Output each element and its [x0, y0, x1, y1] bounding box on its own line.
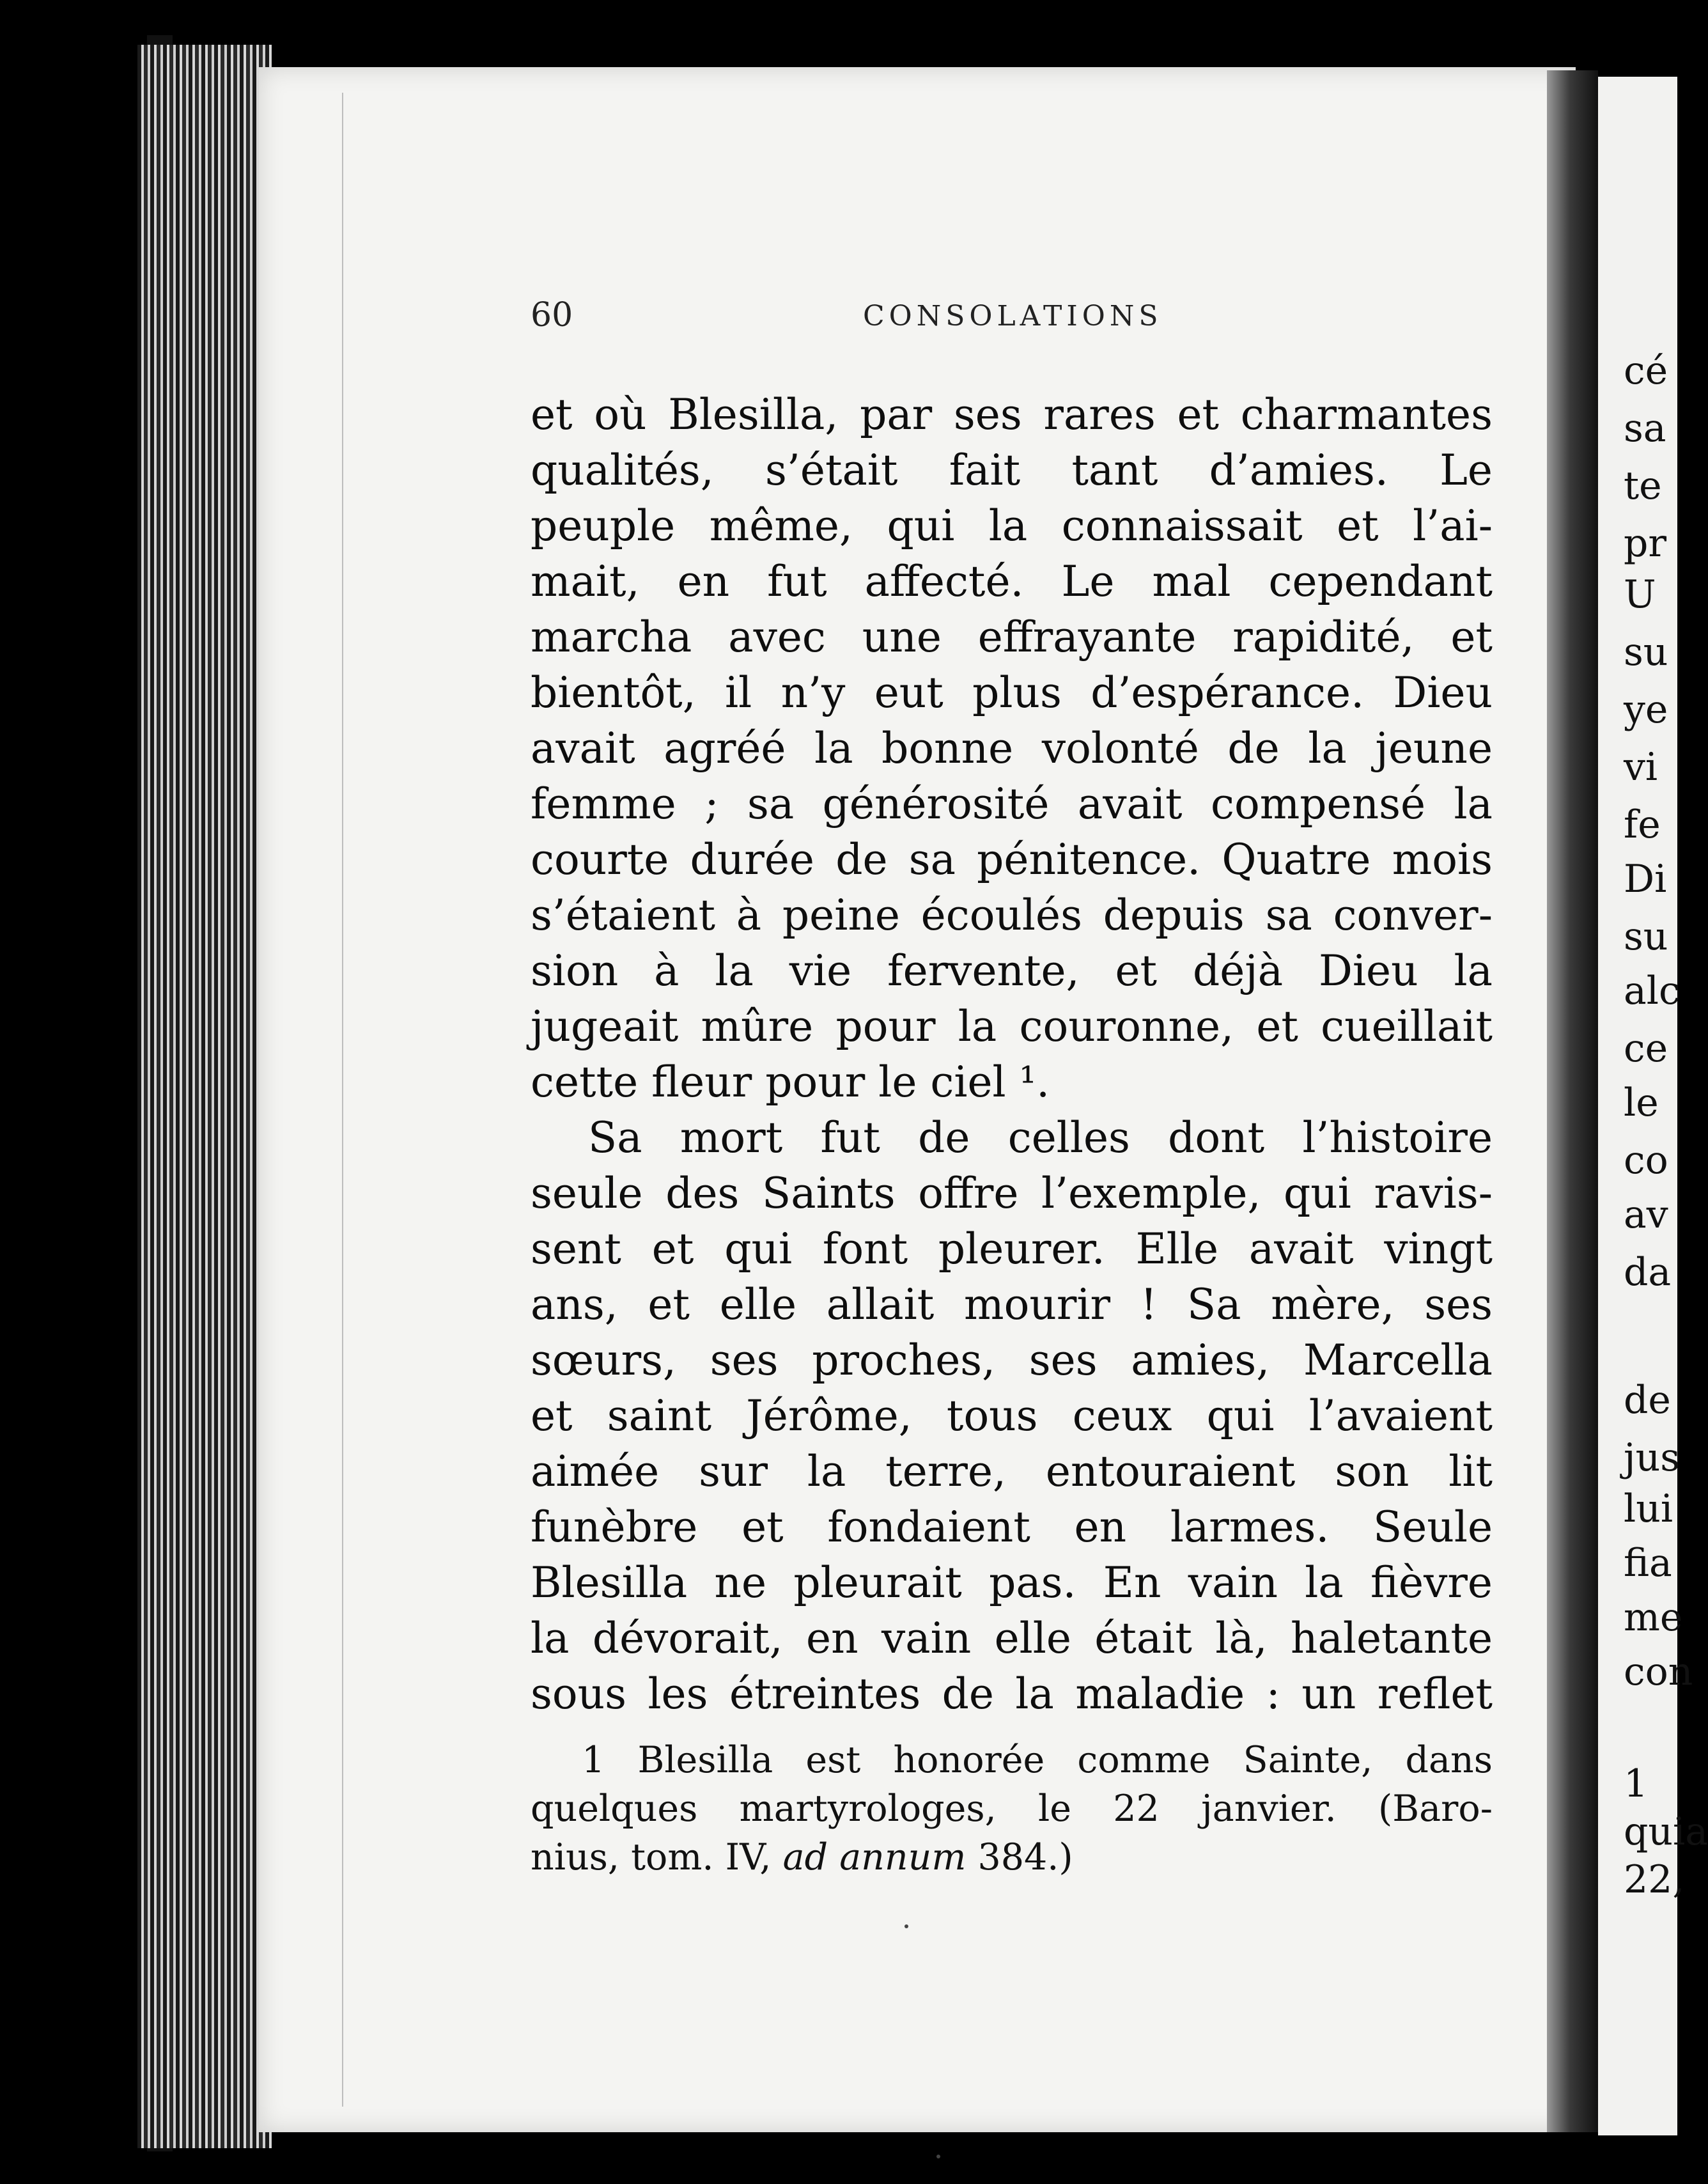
text-line: la dévorait, en vain elle était là, haletante [531, 1614, 1493, 1663]
facing-page-fragment: quia [1624, 1809, 1708, 1854]
facing-page-fragment: da [1624, 1250, 1672, 1295]
text-line: Blesilla ne pleurait pas. En vain la fièvre [531, 1558, 1493, 1607]
text-line: qualités, s’était fait tant d’amies. Le [531, 446, 1493, 495]
facing-page-fragment: 1 [1624, 1761, 1649, 1806]
body-text [531, 387, 1493, 1722]
facing-page [1598, 77, 1708, 2135]
text-line: femme ; sa générosité avait compensé la [531, 779, 1493, 829]
footnote [531, 1736, 1493, 1882]
footnote-line [531, 1833, 1493, 1882]
facing-page-fragment: lui [1624, 1486, 1673, 1531]
stacked-page-edges [137, 45, 272, 2148]
page-number: 60 [531, 296, 573, 334]
text-line: jugeait mûre pour la couronne, et cueillait [531, 1002, 1493, 1051]
facing-page-fragment: Di [1624, 857, 1667, 901]
text-line: aimée sur la terre, entouraient son lit [531, 1447, 1493, 1496]
footnote-line: 1 Blesilla est honorée comme Sainte, dans [582, 1739, 1493, 1781]
footnote-text: 384.) [966, 1836, 1073, 1878]
facing-page-fragment: ye [1624, 687, 1668, 732]
text-line: mait, en fut affecté. Le mal cependant [531, 557, 1493, 606]
text-line: bientôt, il n’y eut plus d’espérance. Dieu [531, 668, 1493, 717]
text-line: Sa mort fut de celles dont l’histoire [588, 1113, 1493, 1162]
facing-page-fragment: te [1624, 464, 1662, 508]
facing-page-fragment: U [1624, 572, 1656, 617]
text-line: et où Blesilla, par ses rares et charmantes [531, 390, 1493, 439]
facing-page-fragment: su [1624, 914, 1668, 959]
text-line: courte durée de sa pénitence. Quatre mois [531, 835, 1493, 884]
facing-page-fragment: co [1624, 1138, 1668, 1183]
facing-page-fragment: con [1624, 1650, 1693, 1694]
facing-page-fragment: su [1624, 630, 1668, 675]
text-line: s’étaient à peine écoulés depuis sa conver- [531, 891, 1493, 940]
facing-page-fragment: ce [1624, 1026, 1668, 1071]
footnote-line: quelques martyrologes, le 22 janvier. (Baro- [531, 1788, 1493, 1830]
book-gutter [1547, 70, 1598, 2132]
text-line: sent et qui font pleurer. Elle avait vingt [531, 1224, 1493, 1274]
facing-page-fragment: fia [1624, 1541, 1672, 1586]
paper-speck [936, 2155, 940, 2158]
text-line: sous les étreintes de la maladie : un reflet [531, 1669, 1493, 1719]
facing-page-fragment: vi [1624, 745, 1658, 790]
facing-page-fragment: alc [1624, 969, 1681, 1013]
text-line: et saint Jérôme, tous ceux qui l’avaient [531, 1391, 1493, 1440]
footnote-text: nius, tom. IV, [531, 1836, 783, 1878]
page-header [531, 296, 1493, 341]
footnote-italic-text: ad annum [782, 1836, 967, 1878]
facing-page-fragment: av [1624, 1192, 1668, 1237]
text-line: avait agréé la bonne volonté de la jeune [531, 724, 1493, 773]
text-line: cette fleur pour le ciel ¹. [531, 1057, 1050, 1107]
text-line: ans, et elle allait mourir ! Sa mère, ses [531, 1280, 1493, 1329]
facing-page-fragment: jus [1624, 1435, 1681, 1480]
facing-page-fragment: de [1624, 1378, 1671, 1423]
text-line: peuple même, qui la connaissait et l’ai- [531, 501, 1493, 550]
facing-page-fragment: fe [1624, 802, 1661, 847]
running-title: CONSOLATIONS [863, 300, 1163, 332]
paper-speck [904, 1924, 908, 1928]
facing-page-fragment: pr [1624, 521, 1667, 566]
facing-page-fragment: cé [1624, 348, 1668, 393]
facing-page-fragment: sa [1624, 406, 1666, 451]
facing-page-fragment: 22, [1624, 1857, 1685, 1902]
facing-page-fragment: le [1624, 1080, 1659, 1125]
text-line: marcha avec une effrayante rapidité, et [531, 612, 1493, 662]
text-line: seule des Saints offre l’exemple, qui ravis- [531, 1169, 1493, 1218]
text-line: sion à la vie fervente, et déjà Dieu la [531, 946, 1493, 995]
facing-page-fragment: me [1624, 1595, 1683, 1640]
text-line: sœurs, ses proches, ses amies, Marcella [531, 1336, 1493, 1385]
text-line: funèbre et fondaient en larmes. Seule [531, 1502, 1493, 1552]
